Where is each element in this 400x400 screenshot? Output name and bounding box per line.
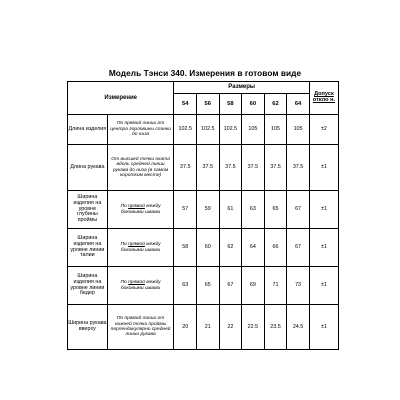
header-sizes: Размеры [174,82,309,94]
measurement-name: Ширина изделия на уровне глубины проймы [68,191,108,229]
size-value: 67 [219,267,242,305]
size-value: 67 [287,191,310,229]
size-value: 24.5 [287,305,310,350]
page-title: Модель Тэнси 340. Измерения в готовом виде [108,68,302,78]
size-value: 21 [196,305,219,350]
size-value: 102.5 [219,115,242,145]
size-value: 22.5 [242,305,265,350]
size-value: 102.5 [196,115,219,145]
measurements-table [67,81,339,350]
size-value: 37.5 [242,145,265,191]
method-prefix: По [120,204,129,210]
size-value: 73 [287,267,310,305]
size-value: 23.5 [264,305,287,350]
size-value: 63 [242,191,265,229]
size-value: 60 [196,229,219,267]
header-tolerance: Допуск откло н. [309,82,338,115]
size-value: 105 [242,115,265,145]
table-row [68,145,339,191]
tolerance-value: ±1 [309,305,338,350]
size-value: 67 [287,229,310,267]
method-prefix: По [120,280,129,286]
measurement-method: По прямой линии от нижней точки проймы перпендикулярно средней линии рукава [107,305,174,350]
measurement-method [107,229,174,267]
measurement-name: Ширина изделия на уровне линии бедер [68,267,108,305]
size-header: 56 [196,94,219,115]
size-header: 54 [174,94,197,115]
size-header: 64 [287,94,310,115]
method-suffix: между боковыми швами [120,204,161,215]
tolerance-value: ±2 [309,115,338,145]
size-value: 37.5 [287,145,310,191]
size-value: 22 [219,305,242,350]
table-row [68,191,339,229]
size-value: 66 [264,229,287,267]
tolerance-value: ±1 [309,229,338,267]
header-measurement: Измерение [68,82,174,115]
size-value: 69 [242,267,265,305]
method-suffix: между боковыми швами [120,242,161,253]
method-underlined: прямой [128,242,145,248]
tolerance-value: ±1 [309,145,338,191]
size-header: 62 [264,94,287,115]
size-value: 20 [174,305,197,350]
table-row [68,267,339,305]
size-value: 37.5 [196,145,219,191]
tolerance-value: ±1 [309,191,338,229]
method-suffix: между боковыми швами [120,280,161,291]
table-row [68,229,339,267]
size-value: 64 [242,229,265,267]
size-value: 59 [196,191,219,229]
size-value: 105 [264,115,287,145]
table-row [68,305,339,350]
table-row [68,115,339,145]
size-value: 37.5 [174,145,197,191]
size-value: 102.5 [174,115,197,145]
measurement-method [107,267,174,305]
size-value: 62 [219,229,242,267]
size-value: 61 [219,191,242,229]
tolerance-value: ±1 [309,267,338,305]
size-value: 58 [174,229,197,267]
measurement-name: Ширина рукава вверху [68,305,108,350]
measurement-name: Длина рукава [68,145,108,191]
measurement-method: По прямой линии от центра горловины спинки до низа [107,115,174,145]
size-value: 37.5 [264,145,287,191]
size-header: 60 [242,94,265,115]
measurement-name: Длина изделия [68,115,108,145]
method-underlined: прямой [128,204,145,210]
method-underlined: прямой [128,280,145,286]
size-value: 65 [196,267,219,305]
size-header: 58 [219,94,242,115]
size-value: 65 [264,191,287,229]
size-value: 105 [287,115,310,145]
measurement-method [107,191,174,229]
size-value: 63 [174,267,197,305]
measurement-method: От высшей точки оката вдоль средней линии рукава до низа (в самом коротком месте) [107,145,174,191]
measurement-name: Ширина изделия на уровне линии талии [68,229,108,267]
size-value: 71 [264,267,287,305]
method-prefix: По [120,242,129,248]
size-value: 57 [174,191,197,229]
size-value: 37.5 [219,145,242,191]
